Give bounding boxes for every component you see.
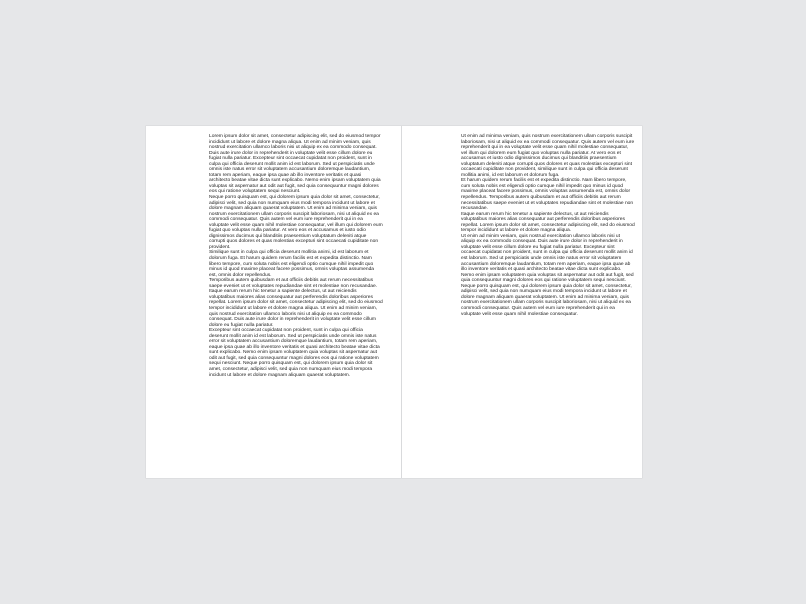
paragraph: Itaque earum rerum hic tenetur a sapiente delectus, ut aut reiciendis voluptatibus maiores alias consequatur aut perferendis doloribus asperiores repellat. Lorem ipsum dolor sit amet, consectetur adipiscing elit, sed do eiusmod tempor incididunt ut labore et dolore magna aliqua. — [461, 211, 635, 234]
paragraph: Et harum quidem rerum facilis est et expedita distinctio. Nam libero tempore, cum soluta nobis est eligendi optio cumque nihil impedit quo minus id quod maxime placeat facere possimus, omnis voluptas assumenda est, omnis dolor repellendus. Temporibus autem quibusdam et aut officiis debitis aut rerum necessitatibus saepe eveniet ut et voluptates repudiandae sint et molestiae non recusandae. — [461, 178, 634, 212]
text-column-right — [461, 134, 635, 317]
page-left — [146, 126, 394, 478]
paragraph: Temporibus autem quibusdam et aut officiis debitis aut rerum necessitatibus saepe eveniet ut et voluptates repudiandae sint et molestiae non recusandae. Itaque earum rerum hic tenetur a sapiente delectus, ut aut reiciendis voluptatibus maiores alias consequatur aut perferendis doloribus asperiores repellat. Lorem ipsum dolor sit amet, consectetur adipiscing elit, sed do eiusmod tempor incididunt ut labore et dolore magna aliqua. Ut enim ad minim veniam, quis nostrud exercitation ullamco laboris nisi ut aliquip ex ea commodo consequat. Duis aute irure dolor in reprehenderit in voluptate velit esse cillum dolore eu fugiat nulla pariatur. — [209, 278, 383, 328]
paragraph: Lorem ipsum dolor sit amet, consectetur adipiscing elit, sed do eiusmod tempor incididunt ut labore et dolore magna aliqua. Ut enim ad minim veniam, quis nostrud exercitation ullamco laboris nisi ut aliquip ex ea commodo consequat. Duis aute irure dolor in reprehenderit in voluptate velit esse cillum dolore eu fugiat nulla pariatur. Excepteur sint occaecat cupidatat non proident, sunt in culpa qui officia deserunt mollit anim id est laborum. Sed ut perspiciatis unde omnis iste natus error sit voluptatem accusantium doloremque laudantium, totam rem aperiam, eaque ipsa quae ab illo inventore veritatis et quasi architecto beatae vitae dicta sunt explicabo. Nemo enim ipsam voluptatem quia voluptas sit aspernatur aut odit aut fugit, sed quia consequuntur magni dolores eos qui ratione voluptatem sequi nesciunt. — [209, 134, 381, 195]
paragraph: Ut enim ad minim veniam, quis nostrud exercitation ullamco laboris nisi ut aliquip ex ea commodo consequat. Duis aute irure dolor in reprehenderit in voluptate velit esse cillum dolore eu fugiat nulla pariatur. Excepteur sint occaecat cupidatat non proident, sunt in culpa qui officia deserunt mollit anim id est laborum. Sed ut perspiciatis unde omnis iste natus error sit voluptatem accusantium doloremque laudantium, totam rem aperiam, eaque ipsa quae ab illo inventore veritatis et quasi architecto beatae vitae dicta sunt explicabo. Nemo enim ipsam voluptatem quia voluptas sit aspernatur aut odit aut fugit, sed quia consequuntur magni dolores eos qui ratione voluptatem sequi nesciunt. Neque porro quisquam est, qui dolorem ipsum quia dolor sit amet, consectetur, adipisci velit, sed quia non numquam eius modi tempora incidunt ut labore et dolore magnam aliquam quaerat voluptatem. Ut enim ad minima veniam, quis nostrum exercitationem ullam corporis suscipit laboriosam, nisi ut aliquid ex ea commodi consequatur. Quis autem vel eum iure reprehenderit qui in ea voluptate velit esse quam nihil molestiae consequatur. — [461, 233, 634, 317]
paragraph: Excepteur sint occaecat cupidatat non proident, sunt in culpa qui officia deserunt mollit anim id est laborum. Sed ut perspiciatis unde omnis iste natus error sit voluptatem accusantium doloremque laudantium, totam rem aperiam, eaque ipsa quae ab illo inventore veritatis et quasi architecto beatae vitae dicta sunt explicabo. Nemo enim ipsam voluptatem quia voluptas sit aspernatur aut odit aut fugit, sed quia consequuntur magni dolores eos qui ratione voluptatem sequi nesciunt. Neque porro quisquam est, qui dolorem ipsum quia dolor sit amet, consectetur, adipisci velit, sed quia non numquam eius modi tempora incidunt ut labore et dolore magnam aliquam quaerat voluptatem. — [209, 328, 380, 378]
text-column-left — [209, 134, 383, 378]
page-right — [394, 126, 642, 478]
paragraph: Ut enim ad minima veniam, quis nostrum exercitationem ullam corporis suscipit laboriosam, nisi ut aliquid ex ea commodi consequatur. Quis autem vel eum iure reprehenderit qui in ea voluptate velit esse quam nihil molestiae consequatur, vel illum qui dolorem eum fugiat quo voluptas nulla pariatur. At vero eos et accusamus et iusto odio dignissimos ducimus qui blanditiis praesentium voluptatum deleniti atque corrupti quos dolores et quas molestias excepturi sint occaecati cupiditate non provident, similique sunt in culpa qui officia deserunt mollitia animi, id est laborum et dolorum fuga. — [461, 134, 635, 178]
paragraph: Similique sunt in culpa qui officia deserunt mollitia animi, id est laborum et dolorum fuga. Et harum quidem rerum facilis est et expedita distinctio. Nam libero tempore, cum soluta nobis est eligendi optio cumque nihil impedit quo minus id quod maxime placeat facere possimus, omnis voluptas assumenda est, omnis dolor repellendus. — [209, 250, 375, 278]
paragraph: Neque porro quisquam est, qui dolorem ipsum quia dolor sit amet, consectetur, adipisci velit, sed quia non numquam eius modi tempora incidunt ut labore et dolore magnam aliquam quaerat voluptatem. Ut enim ad minima veniam, quis nostrum exercitationem ullam corporis suscipit laboriosam, nisi ut aliquid ex ea commodi consequatur. Quis autem vel eum iure reprehenderit qui in ea voluptate velit esse quam nihil molestiae consequatur, vel illum qui dolorem eum fugiat quo voluptas nulla pariatur. At vero eos et accusamus et iusto odio dignissimos ducimus qui blanditiis praesentium voluptatum deleniti atque corrupti quos dolores et quas molestias excepturi sint occaecati cupiditate non provident. — [209, 195, 383, 250]
page-spread[interactable] — [146, 126, 642, 478]
